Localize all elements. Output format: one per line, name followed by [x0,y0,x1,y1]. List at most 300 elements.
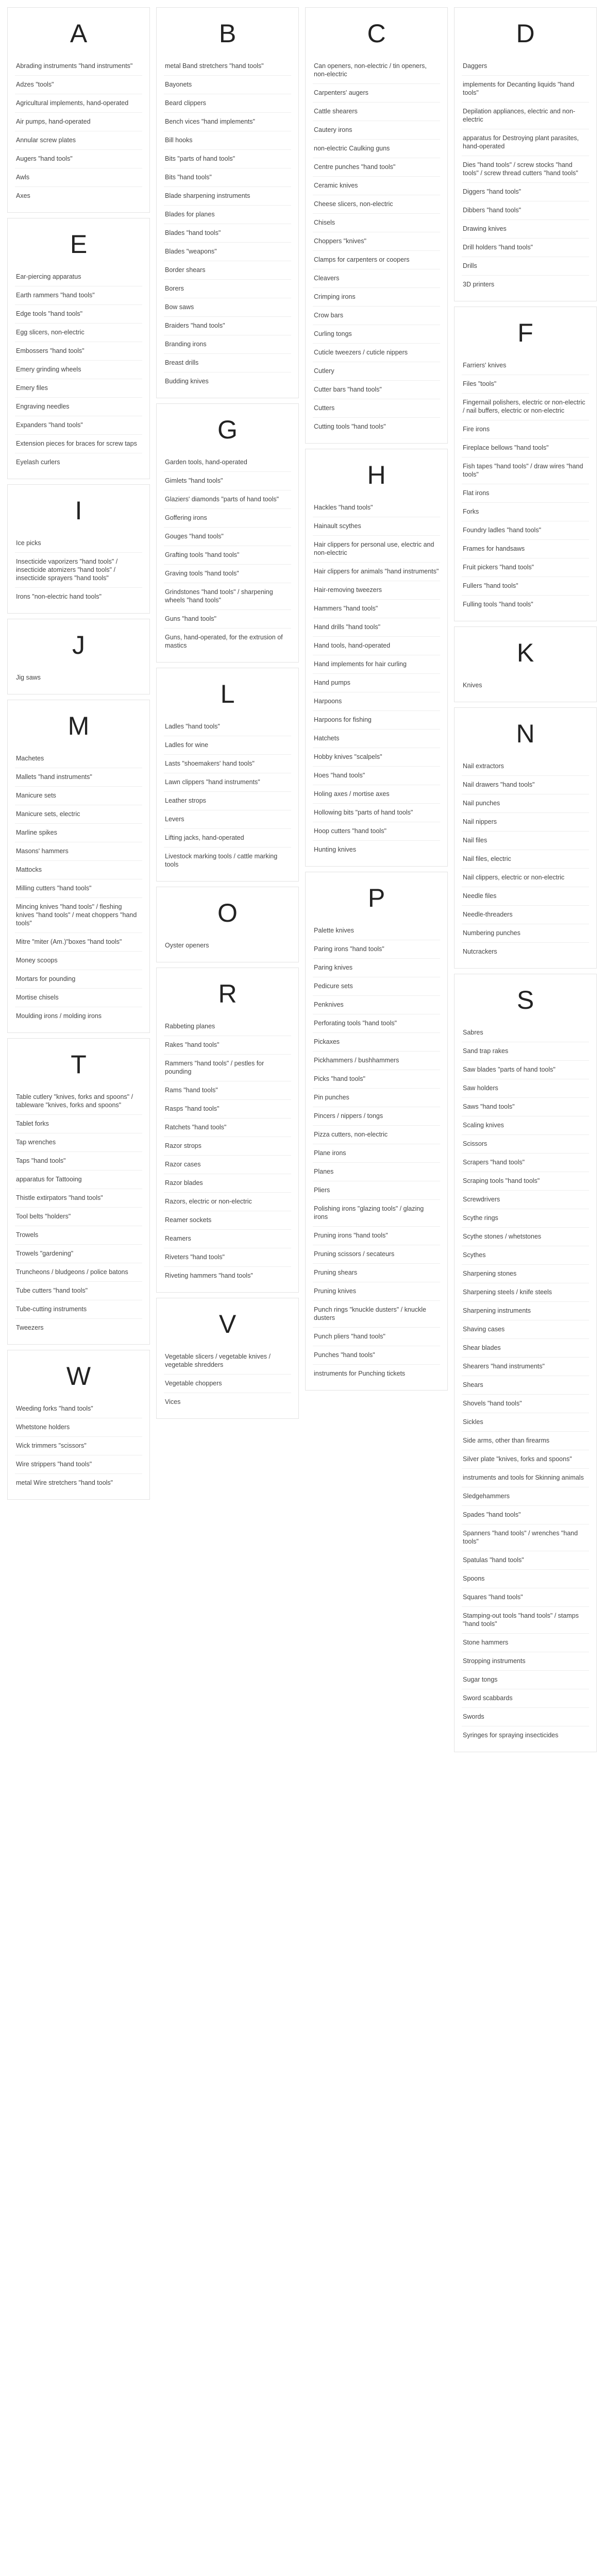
list-item[interactable]: Vices [165,1398,181,1405]
list-item[interactable]: Fullers "hand tools" [462,577,589,596]
list-item[interactable]: Can openers, non-electric / tin openers, non-electric [313,57,440,84]
list-item[interactable]: Numbering punches [462,924,589,943]
item-list [462,757,589,961]
list-item[interactable]: Sharpening steels / knife steels [462,1283,589,1302]
list-item[interactable]: Lasts "shoemakers' hand tools" [164,755,291,773]
list-item[interactable]: Diggers "hand tools" [462,183,589,201]
list-item[interactable]: Vegetable choppers [164,1375,291,1393]
card-letter-heading: B [219,19,237,48]
card-letter-heading: I [75,496,82,525]
list-item[interactable]: Cheese slicers, non-electric [313,195,440,214]
list-item[interactable]: Ceramic knives [313,177,440,195]
list-item[interactable]: Penknives [313,996,440,1014]
list-item[interactable]: Hunting knives [314,846,356,853]
item-list [15,669,142,687]
list-item[interactable]: Embossers "hand tools" [15,342,142,361]
list-item[interactable]: Nutcrackers [463,948,497,955]
list-item[interactable]: Foundry ladles "hand tools" [462,521,589,540]
list-item[interactable]: Saw holders [462,1079,589,1098]
list-item[interactable]: Egg slicers, non-electric [15,324,142,342]
letter-card-h [305,449,448,867]
list-item[interactable]: Silver plate "knives, forks and spoons" [462,1450,589,1469]
item-list [15,268,142,471]
list-item[interactable]: Picks "hand tools" [313,1070,440,1089]
card-letter-heading: A [70,19,88,48]
item-list [462,57,589,294]
list-item[interactable]: Cuticle tweezers / cuticle nippers [313,344,440,362]
list-item[interactable]: Tap wrenches [15,1133,142,1152]
letter-card-i [7,484,150,614]
list-item[interactable]: Insecticide vaporizers "hand tools" / insecticide atomizers "hand tools" / insecticide sprayers "hand tools" [15,553,142,588]
list-item[interactable]: Hand tools, hand-operated [313,637,440,655]
list-item[interactable]: Rasps "hand tools" [164,1100,291,1118]
list-item[interactable]: Branding irons [164,335,291,354]
list-item[interactable]: Forks [462,503,589,521]
list-item[interactable]: Curling tongs [313,325,440,344]
card-letter-heading: T [71,1050,87,1079]
list-item[interactable]: Drill holders "hand tools" [462,239,589,257]
list-item[interactable]: Reamer sockets [164,1211,291,1230]
list-item[interactable]: Hollowing bits "parts of hand tools" [313,804,440,822]
list-item[interactable]: Harpoons [313,692,440,711]
list-item[interactable]: Thistle extirpators "hand tools" [15,1189,142,1208]
list-item[interactable]: Moulding irons / molding irons [16,1012,102,1020]
list-item[interactable]: Engraving needles [15,398,142,416]
list-item[interactable]: Choppers "knives" [313,232,440,251]
list-item[interactable]: Trowels "gardening" [15,1245,142,1263]
list-item[interactable]: Sickles [462,1413,589,1432]
card-letter-heading: J [72,631,85,659]
list-item[interactable]: Scraping tools "hand tools" [462,1172,589,1191]
list-item[interactable]: Ratchets "hand tools" [164,1118,291,1137]
list-item[interactable]: Pruning scissors / secateurs [313,1245,440,1264]
list-item[interactable]: Earth rammers "hand tools" [15,286,142,305]
list-item[interactable]: Vegetable slicers / vegetable knives / vegetable shredders [164,1348,291,1375]
list-item[interactable]: Eyelash curlers [16,459,60,466]
letter-card-j [7,619,150,694]
list-item[interactable]: Sabres [462,1024,589,1042]
item-list [15,534,142,606]
list-item[interactable]: Spoons [462,1570,589,1588]
list-item[interactable]: Fulling tools "hand tools" [463,601,533,608]
list-item[interactable]: Grindstones "hand tools" / sharpening wheels "hand tools" [164,583,291,610]
list-item[interactable]: Tube cutters "hand tools" [15,1282,142,1300]
list-item[interactable]: Adzes "tools" [15,76,142,94]
card-letter-heading: O [217,899,238,927]
card-letter-heading: N [516,719,535,748]
list-item[interactable]: Bench vices "hand implements" [164,113,291,131]
list-item[interactable]: Gimlets "hand tools" [164,472,291,490]
list-item[interactable]: Shearers "hand instruments" [462,1358,589,1376]
list-item[interactable]: Ice picks [15,534,142,553]
list-item[interactable]: Sword scabbards [462,1689,589,1708]
list-item[interactable]: Lawn clippers "hand instruments" [164,773,291,792]
column [156,7,299,1419]
item-list [462,1024,589,1744]
list-item[interactable]: Nail drawers "hand tools" [462,776,589,794]
list-item[interactable]: Chisels [313,214,440,232]
list-item[interactable]: Wire strippers "hand tools" [15,1455,142,1474]
item-list [164,57,291,391]
list-item[interactable]: Dies "hand tools" / screw stocks "hand tools" / screw thread cutters "hand tools" [462,156,589,183]
list-item[interactable]: Palette knives [313,922,440,940]
list-item[interactable]: Fingernail polishers, electric or non-electric / nail buffers, electric or non-electric [462,394,589,420]
list-item[interactable]: Manicure sets [15,787,142,805]
list-item[interactable]: Hair clippers for personal use, electric and non-electric [313,536,440,563]
list-item[interactable]: Rams "hand tools" [164,1081,291,1100]
list-item[interactable]: Fire irons [462,420,589,439]
list-item[interactable]: Pruning irons "hand tools" [313,1227,440,1245]
list-item[interactable]: Screwdrivers [462,1191,589,1209]
list-item[interactable]: Hainault scythes [313,517,440,536]
list-item[interactable]: Shaving cases [462,1320,589,1339]
card-letter-heading: F [517,318,533,347]
list-item[interactable]: Truncheons / bludgeons / police batons [15,1263,142,1282]
list-item[interactable]: Irons "non-electric hand tools" [16,593,102,600]
list-item[interactable]: Emery grinding wheels [15,361,142,379]
letter-card-l [156,668,299,882]
list-item[interactable]: Sugar tongs [462,1671,589,1689]
list-item[interactable]: Annular screw plates [15,131,142,150]
list-item[interactable]: Nail nippers [462,813,589,832]
list-item[interactable]: Hand pumps [313,674,440,692]
list-item[interactable]: Razor cases [164,1156,291,1174]
list-item[interactable]: Edge tools "hand tools" [15,305,142,324]
list-item[interactable]: Saws "hand tools" [462,1098,589,1116]
list-item[interactable]: Scythes [462,1246,589,1265]
list-item[interactable]: Swords [462,1708,589,1726]
card-letter-heading: K [516,638,534,667]
card-letter-heading: R [218,979,237,1008]
letter-card-s [454,974,597,1752]
list-item[interactable]: Awls [15,168,142,187]
list-item[interactable]: Side arms, other than firearms [462,1432,589,1450]
letter-card-w [7,1350,150,1500]
item-list [164,937,291,955]
list-item[interactable]: Tube-cutting instruments [15,1300,142,1319]
list-item[interactable]: Trowels [15,1226,142,1245]
list-item[interactable]: Bow saws [164,298,291,317]
list-item[interactable]: Borers [164,280,291,298]
list-item[interactable]: Bits "parts of hand tools" [164,150,291,168]
list-item[interactable]: implements for Decanting liquids "hand tools" [462,76,589,103]
list-item[interactable]: Cattle shearers [313,103,440,121]
list-item[interactable]: Weeding forks "hand tools" [15,1400,142,1418]
list-item[interactable]: Blades for planes [164,206,291,224]
list-item[interactable]: Hackles "hand tools" [313,499,440,517]
list-item[interactable]: Mortise chisels [15,989,142,1007]
list-item[interactable]: Axes [16,192,30,199]
letter-card-m [7,700,150,1033]
list-item[interactable]: Rakes "hand tools" [164,1036,291,1055]
list-item[interactable]: Pruning knives [313,1282,440,1301]
list-item[interactable]: Grafting tools "hand tools" [164,546,291,565]
list-item[interactable]: Hoes "hand tools" [313,767,440,785]
list-item[interactable]: Emery files [15,379,142,398]
list-item[interactable]: Riveting hammers "hand tools" [165,1272,253,1279]
list-item[interactable]: Ladles for wine [164,736,291,755]
list-item[interactable]: Guns, hand-operated, for the extrusion of mastics [165,634,283,649]
list-item[interactable]: Guns "hand tools" [164,610,291,629]
list-item[interactable]: Abrading instruments "hand instruments" [15,57,142,76]
list-item[interactable]: Hair clippers for animals "hand instruments" [313,563,440,581]
list-item[interactable]: non-electric Caulking guns [313,140,440,158]
list-item[interactable]: Braiders "hand tools" [164,317,291,335]
list-item[interactable]: Augers "hand tools" [15,150,142,168]
list-item[interactable]: Polishing irons "glazing tools" / glazing irons [313,1200,440,1227]
list-item[interactable]: Planes [313,1163,440,1181]
list-item[interactable]: Paring irons "hand tools" [313,940,440,959]
list-item[interactable]: Ladles "hand tools" [164,718,291,736]
list-item[interactable]: Plane irons [313,1144,440,1163]
list-item[interactable]: Scythe stones / whetstones [462,1228,589,1246]
item-list [313,499,440,859]
list-item[interactable]: Sand trap rakes [462,1042,589,1061]
list-item[interactable]: Fruit pickers "hand tools" [462,558,589,577]
list-item[interactable]: Pickaxes [313,1033,440,1052]
list-item[interactable]: Pin punches [313,1089,440,1107]
list-item[interactable]: Beard clippers [164,94,291,113]
list-item[interactable]: Breast drills [164,354,291,372]
list-item[interactable]: Hammers "hand tools" [313,600,440,618]
list-item[interactable]: Manicure sets, electric [15,805,142,824]
item-list [15,1088,142,1337]
card-letter-heading: C [367,19,386,48]
list-item[interactable]: Crimping irons [313,288,440,307]
item-list [462,676,589,694]
list-item[interactable]: Cutlery [313,362,440,381]
list-item[interactable]: Riveters "hand tools" [164,1248,291,1267]
list-item[interactable]: Nail punches [462,794,589,813]
list-item[interactable]: Air pumps, hand-operated [15,113,142,131]
list-item[interactable]: Milling cutters "hand tools" [15,879,142,898]
list-item[interactable]: Knives [463,682,482,689]
list-item[interactable]: Gouges "hand tools" [164,528,291,546]
list-item[interactable]: Hobby knives "scalpels" [313,748,440,767]
list-item[interactable]: Cautery irons [313,121,440,140]
list-item[interactable]: Sledgehammers [462,1487,589,1506]
list-item[interactable]: Daggers [462,57,589,76]
list-item[interactable]: Cleavers [313,269,440,288]
list-item[interactable]: Punch pliers "hand tools" [313,1328,440,1346]
list-item[interactable]: Pruning shears [313,1264,440,1282]
list-item[interactable]: Hand implements for hair curling [313,655,440,674]
list-item[interactable]: Dibbers "hand tools" [462,201,589,220]
list-item[interactable]: Wick trimmers "scissors" [15,1437,142,1455]
item-list [164,1018,291,1285]
list-item[interactable]: Levers [164,810,291,829]
list-item[interactable]: Pizza cutters, non-electric [313,1126,440,1144]
list-item[interactable]: Masons' hammers [15,842,142,861]
list-item[interactable]: Hand drills "hand tools" [313,618,440,637]
letter-card-g [156,403,299,663]
list-item[interactable]: Tweezers [16,1324,44,1331]
list-item[interactable]: Flat irons [462,484,589,503]
card-letter-heading: S [516,986,534,1014]
list-item[interactable]: Bill hooks [164,131,291,150]
list-item[interactable]: Mallets "hand instruments" [15,768,142,787]
item-list [164,453,291,655]
list-item[interactable]: Razor blades [164,1174,291,1193]
list-item[interactable]: Bits "hand tools" [164,168,291,187]
list-item[interactable]: Table cutlery "knives, forks and spoons" / tableware "knives, forks and spoons" [15,1088,142,1115]
list-item[interactable]: Shears [462,1376,589,1395]
card-letter-heading: M [68,711,90,740]
list-item[interactable]: Punches "hand tools" [313,1346,440,1365]
list-item[interactable]: Saw blades "parts of hand tools" [462,1061,589,1079]
list-item[interactable]: Frames for handsaws [462,540,589,558]
list-item[interactable]: Punch rings "knuckle dusters" / knuckle dusters [313,1301,440,1328]
list-item[interactable]: Perforating tools "hand tools" [313,1014,440,1033]
list-item[interactable]: Mincing knives "hand tools" / fleshing knives "hand tools" / meat choppers "hand tools" [15,898,142,933]
list-item[interactable]: Stamping-out tools "hand tools" / stamps "hand tools" [462,1607,589,1634]
list-item[interactable]: Livestock marking tools / cattle marking tools [165,853,278,868]
item-list [462,357,589,614]
list-item[interactable]: Fireplace bellows "hand tools" [462,439,589,457]
list-item[interactable]: apparatus for Destroying plant parasites, hand-operated [462,129,589,156]
list-item[interactable]: Machetes [15,750,142,768]
letter-card-r [156,968,299,1293]
letter-card-b [156,7,299,398]
list-item[interactable]: Nail files, electric [462,850,589,869]
letter-card-e [7,218,150,479]
list-item[interactable]: Scrapers "hand tools" [462,1154,589,1172]
list-item[interactable]: Scythe rings [462,1209,589,1228]
list-item[interactable]: metal Wire stretchers "hand tools" [16,1479,113,1486]
list-item[interactable]: Carpenters' augers [313,84,440,103]
letter-card-p [305,872,448,1391]
letter-card-f [454,307,597,621]
column [454,7,597,1752]
list-item[interactable]: Stone hammers [462,1634,589,1652]
list-item[interactable]: Jig saws [16,674,41,681]
item-list [15,1400,142,1492]
list-item[interactable]: Sharpening stones [462,1265,589,1283]
list-item[interactable]: Rammers "hand tools" / pestles for pounding [164,1055,291,1081]
list-item[interactable]: Razors, electric or non-electric [164,1193,291,1211]
letter-card-t [7,1038,150,1345]
list-item[interactable]: Pincers / nippers / tongs [313,1107,440,1126]
list-item[interactable]: Spades "hand tools" [462,1506,589,1524]
list-item[interactable]: Scaling knives [462,1116,589,1135]
list-item[interactable]: Hatchets [313,730,440,748]
list-item[interactable]: Leather strops [164,792,291,810]
list-item[interactable]: Rabbeting planes [164,1018,291,1036]
list-item[interactable]: Ear-piercing apparatus [15,268,142,286]
list-item[interactable]: Bayonets [164,76,291,94]
list-item[interactable]: Mitre "miter (Am.)"boxes "hand tools" [15,933,142,952]
list-item[interactable]: apparatus for Tattooing [15,1171,142,1189]
list-item[interactable]: Harpoons for fishing [313,711,440,730]
list-item[interactable]: Border shears [164,261,291,280]
alphabet-board [7,7,598,1752]
list-item[interactable]: Depilation appliances, electric and non-electric [462,103,589,129]
list-item[interactable]: Centre punches "hand tools" [313,158,440,177]
list-item[interactable]: Blades "weapons" [164,243,291,261]
item-list [313,922,440,1383]
list-item[interactable]: Hoop cutters "hand tools" [313,822,440,841]
list-item[interactable]: Scissors [462,1135,589,1154]
list-item[interactable]: Expanders "hand tools" [15,416,142,435]
card-letter-heading: W [66,1362,91,1391]
list-item[interactable]: Sharpening instruments [462,1302,589,1320]
list-item[interactable]: Tablet forks [15,1115,142,1133]
item-list [164,1348,291,1411]
list-item[interactable]: Oyster openers [165,942,209,949]
card-letter-heading: H [367,461,386,489]
list-item[interactable]: 3D printers [463,281,495,288]
list-item[interactable]: Pedicure sets [313,977,440,996]
list-item[interactable]: Drawing knives [462,220,589,239]
list-item[interactable]: Mattocks [15,861,142,879]
list-item[interactable]: Files "tools" [462,375,589,394]
list-item[interactable]: Squares "hand tools" [462,1588,589,1607]
list-item[interactable]: Goffering irons [164,509,291,528]
list-item[interactable]: Cutters [313,399,440,418]
list-item[interactable]: Needle-threaders [462,906,589,924]
list-item[interactable]: Fish tapes "hand tools" / draw wires "hand tools" [462,457,589,484]
list-item[interactable]: Marline spikes [15,824,142,842]
list-item[interactable]: Needle files [462,887,589,906]
list-item[interactable]: Pliers [313,1181,440,1200]
list-item[interactable]: Money scoops [15,952,142,970]
list-item[interactable]: Razor strops [164,1137,291,1156]
card-letter-heading: E [70,230,88,259]
list-item[interactable]: Syringes for spraying insecticides [463,1732,559,1739]
list-item[interactable]: Whetstone holders [15,1418,142,1437]
item-list [313,57,440,436]
list-item[interactable]: Garden tools, hand-operated [164,453,291,472]
list-item[interactable]: Extension pieces for braces for screw taps [15,435,142,453]
list-item[interactable]: Cutting tools "hand tools" [314,423,386,430]
list-item[interactable]: instruments for Punching tickets [314,1370,406,1377]
list-item[interactable]: Clamps for carpenters or coopers [313,251,440,269]
list-item[interactable]: Spanners "hand tools" / wrenches "hand tools" [462,1524,589,1551]
list-item[interactable]: metal Band stretchers "hand tools" [164,57,291,76]
list-item[interactable]: Blade sharpening instruments [164,187,291,206]
list-item[interactable]: Agricultural implements, hand-operated [15,94,142,113]
list-item[interactable]: Holing axes / mortise axes [313,785,440,804]
list-item[interactable]: instruments and tools for Skinning animals [462,1469,589,1487]
list-item[interactable]: Blades "hand tools" [164,224,291,243]
list-item[interactable]: Tool belts "holders" [15,1208,142,1226]
list-item[interactable]: Crow bars [313,307,440,325]
list-item[interactable]: Mortars for pounding [15,970,142,989]
list-item[interactable]: Paring knives [313,959,440,977]
list-item[interactable]: Cutter bars "hand tools" [313,381,440,399]
list-item[interactable]: Reamers [164,1230,291,1248]
list-item[interactable]: Lifting jacks, hand-operated [164,829,291,848]
list-item[interactable]: Farriers' knives [462,357,589,375]
column [7,7,150,1500]
list-item[interactable]: Graving tools "hand tools" [164,565,291,583]
list-item[interactable]: Shovels "hand tools" [462,1395,589,1413]
list-item[interactable]: Pickhammers / bushhammers [313,1052,440,1070]
list-item[interactable]: Nail files [462,832,589,850]
list-item[interactable]: Drills [462,257,589,276]
list-item[interactable]: Shear blades [462,1339,589,1358]
list-item[interactable]: Nail extractors [462,757,589,776]
list-item[interactable]: Spatulas "hand tools" [462,1551,589,1570]
card-letter-heading: G [217,415,238,444]
list-item[interactable]: Taps "hand tools" [15,1152,142,1171]
list-item[interactable]: Budding knives [165,378,209,385]
list-item[interactable]: Glaziers' diamonds "parts of hand tools" [164,490,291,509]
list-item[interactable]: Nail clippers, electric or non-electric [462,869,589,887]
list-item[interactable]: Hair-removing tweezers [313,581,440,600]
card-letter-heading: D [516,19,535,48]
list-item[interactable]: Stropping instruments [462,1652,589,1671]
